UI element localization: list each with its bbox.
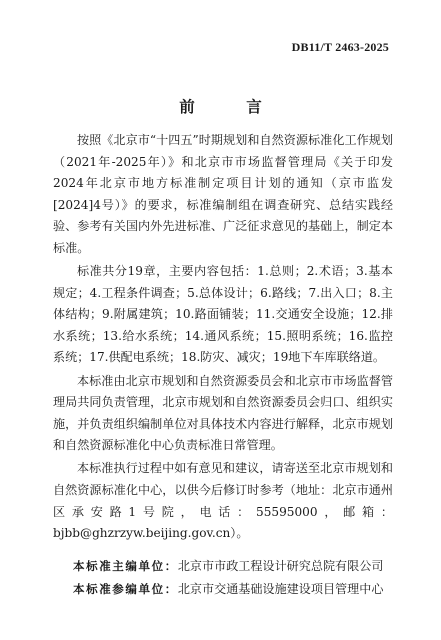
drafting-units xyxy=(53,555,393,601)
participating-unit-label: 本标准参编单位： xyxy=(73,581,178,596)
paragraph-management: 本标准由北京市规划和自然资源委员会和北京市市场监督管理局共同负责管理，北京市规划和自然资源委员会归口、组织实施，并负责组织编制单位对具体技术内容进行解释，北京市规划和自然资源标准化中心负责标准日常管理。 xyxy=(53,373,393,453)
chief-unit-label: 本标准主编单位： xyxy=(73,558,178,573)
page-title: 前 言 xyxy=(179,98,280,116)
paragraph-feedback: 本标准执行过程中如有意见和建议，请寄送至北京市规划和自然资源标准化中心，以供今后修订时参考（地址：北京市通州区承安路1号院，电话：55595000，邮箱：bjbb@ghzrzyw.beijing.gov.cn）。 xyxy=(53,461,393,541)
participating-unit-line xyxy=(53,578,393,601)
foreword-body xyxy=(53,130,393,601)
participating-unit-value: 北京市交通基础设施建设项目管理中心 xyxy=(177,581,384,596)
paragraph-contents: 标准共分19章，主要内容包括：1.总则；2.术语；3.基本规定；4.工程条件调查；5.总体设计；6.路线；7.出入口；8.主体结构；9.附属建筑；10.路面铺装；11.交通安全设施；12.排水系统；13.给水系统；14.通风系统；15.照明系统；16.监控系统；17.供配电系统；18.防灾、减灾；19地下车库联络道。 xyxy=(53,264,393,365)
paragraph-basis: 按照《北京市“十四五”时期规划和自然资源标准化工作规划（2021年-2025年）》和北京市市场监督管理局《关于印发2024年北京市地方标准制定项目计划的通知（京市监发[2024]4号）》的要求，标准编制组在调查研究、总结实践经验、参考有关国内外先进标准、广泛征求意见的基础上，制定本标准。 xyxy=(53,133,393,255)
standard-code: DB11/T 2463-2025 xyxy=(291,40,389,54)
chief-unit-line xyxy=(53,555,393,578)
chief-unit-value: 北京市市政工程设计研究总院有限公司 xyxy=(177,558,384,573)
